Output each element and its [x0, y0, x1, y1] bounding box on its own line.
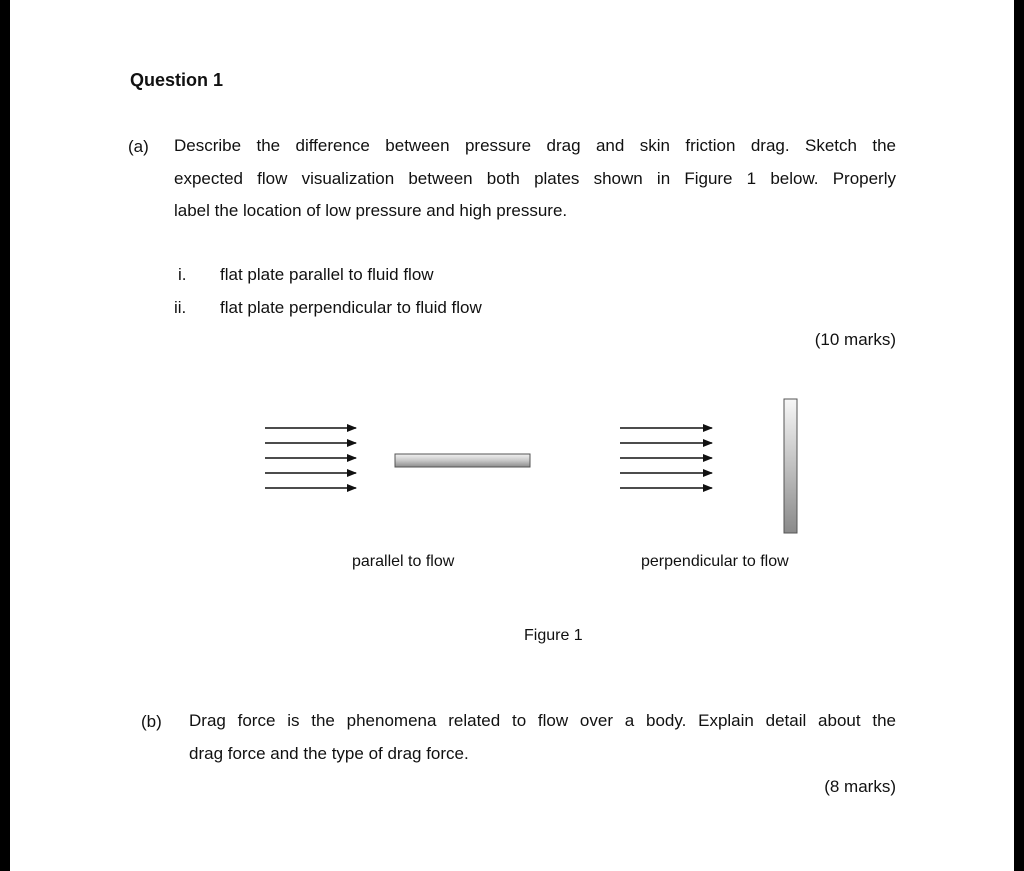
item-i-numeral: i. — [178, 265, 187, 284]
figure-1-drawing — [10, 385, 1014, 615]
item-i-text: flat plate parallel to fluid flow — [220, 265, 434, 284]
flow-arrows-right — [620, 428, 712, 488]
item-ii-numeral: ii. — [174, 298, 187, 317]
part-b-label: (b) — [141, 712, 162, 731]
part-a-marks: (10 marks) — [814, 330, 896, 349]
caption-parallel: parallel to flow — [352, 553, 455, 570]
item-ii-text: flat plate perpendicular to fluid flow — [220, 298, 482, 317]
part-a-label: (a) — [128, 137, 149, 156]
part-a-text — [174, 130, 896, 228]
part-a-line-3: label the location of low pressure and high pressure. — [174, 201, 568, 220]
question-title: Question 1 — [130, 70, 224, 90]
figure-caption: Figure 1 — [524, 627, 583, 644]
part-b-text — [189, 705, 896, 770]
part-a-line-2: expected flow visualization between both plates shown in Figure 1 below. Properly — [174, 168, 896, 188]
part-b-marks: (8 marks) — [824, 777, 896, 796]
figure-1 — [10, 385, 1014, 615]
part-b-line-2: drag force and the type of drag force. — [189, 743, 469, 763]
part-b-line-1: Drag force is the phenomena related to flow over a body. Explain detail about the — [189, 711, 896, 730]
flow-arrows-left — [265, 428, 356, 488]
parallel-plate — [395, 454, 530, 467]
part-a-line-1: Describe the difference between pressure drag and skin friction drag. Sketch the — [174, 136, 896, 155]
perpendicular-plate — [784, 399, 797, 533]
caption-perpendicular: perpendicular to flow — [641, 553, 789, 570]
document-page — [10, 0, 1014, 871]
